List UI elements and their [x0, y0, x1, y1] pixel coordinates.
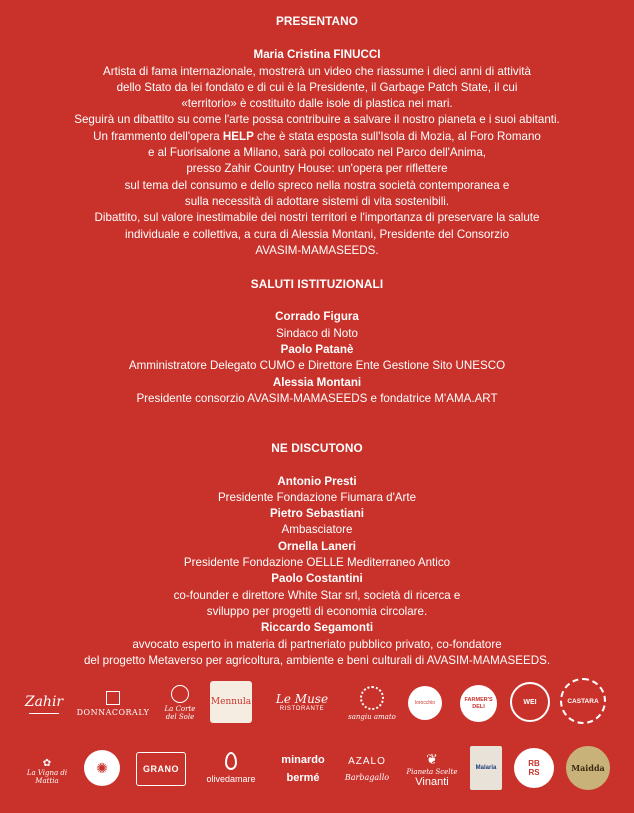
discutono-title: NE DISCUTONO [271, 441, 363, 456]
disc-role-4: co-founder e direttore White Star srl, società di ricerca e [173, 588, 461, 602]
wheat-icon: ❦ [426, 750, 438, 767]
donnacoraly-logo: DONNACORALY [74, 684, 152, 724]
desc-line-2: dello Stato da lei fondato e di cui è la Presidente, il Garbage Patch State, il cui [116, 80, 518, 94]
desc-line-10: Dibattito, sul valore inestimabile dei nostri territori e l'importanza di preservare la salute [94, 211, 540, 225]
help-pre: Un frammento dell'opera [93, 129, 223, 143]
help-post: che è stata esposta sull'Isola di Mozia, al Foro Romano [253, 129, 541, 143]
saluti-name-3: Alessia Montani [272, 375, 362, 389]
azalo-barbagallo-logo: AZALO Barbagallo [344, 756, 390, 782]
corte-del-sole-logo: La Corte del Sole [160, 678, 200, 728]
desc-line-1: Artista di fama internazionale, mostrerà un video che riassume i dieci anni di attività [103, 64, 531, 78]
malaria-logo: Malaria [470, 746, 502, 790]
minardo-berme-logo: minardo bermé [281, 754, 325, 784]
desc-line-12: AVASIM-MAMASEEDS. [255, 243, 379, 257]
disc-name-2: Pietro Sebastiani [269, 507, 365, 521]
pianeta-vinanti-logo: ❦ Pianeta Scelte Vinanti [406, 750, 458, 788]
disc-role-5: avvocato esperto in materia di partneriato pubblico privato, co-fondatore [132, 637, 502, 651]
zahir-logo: Zahir [20, 682, 68, 726]
vigna-di-mattia-logo: ✿ La Vigna di Mattia [26, 757, 68, 785]
le-muse-logo: Le Muse RISTORANTE [275, 692, 329, 712]
granoro-logo: GRANO [136, 752, 186, 786]
maidda-logo: Maidda [566, 746, 610, 790]
disc-name-4: Paolo Costantini [271, 572, 363, 586]
disc-name-3: Ornella Laneri [278, 539, 356, 553]
desc-line-6: e al Fuorisalone a Milano, sarà poi collocato nel Parco dell'Anima, [148, 146, 486, 160]
desc-line-8: sul tema del consumo e dello spreco nella nostra società contemporanea e [124, 178, 510, 192]
disc-role-4b: sviluppo per progetti di economia circolare. [206, 604, 428, 618]
saluti-role-3: Presidente consorzio AVASIM-MAMASEEDS e fondatrice M'AMA.ART [136, 391, 498, 405]
lorocchio-logo: lorocchio [408, 686, 442, 720]
disc-role-2: Ambasciatore [281, 523, 353, 537]
triskelion-icon: ✺ [96, 759, 108, 776]
wine-brand-logo: WEI [510, 682, 550, 722]
disc-role-1: Presidente Fondazione Fiumara d'Arte [217, 490, 417, 504]
presenter-name: Maria Cristina FINUCCI [253, 48, 381, 62]
desc-line-11: individuale e collettiva, a cura di Alessia Montani, Presidente del Consorzio [124, 227, 510, 241]
sponsor-logos-row-2 [0, 742, 634, 802]
triskelion-logo [84, 750, 120, 786]
desc-line-4: Seguirà un dibattito su come l'arte possa contribuire a salvare il nostro pianeta e i suoi abitanti. [74, 113, 560, 127]
desc-line-help [0, 129, 634, 145]
program-text [0, 13, 634, 669]
disc-role-3: Presidente Fondazione OELLE Mediterraneo Antico [183, 556, 451, 570]
disc-role-5b: del progetto Metaverso per agricoltura, ambiente e beni culturali di AVASIM-MAMASEEDS. [83, 653, 551, 667]
farmers-deli-logo: FARMER'S DELI [460, 685, 497, 722]
presentano-title: PRESENTANO [275, 14, 359, 28]
saluti-title: SALUTI ISTITUZIONALI [250, 277, 384, 292]
olivedamare-logo: olivedamare [198, 742, 264, 794]
sangiu-amato-logo: sangiu amato [346, 680, 398, 726]
saluti-role-1: Sindaco di Noto [276, 326, 358, 340]
desc-line-7: presso Zahir Country House: un'opera per riflettere [186, 162, 448, 176]
saluti-role-2: Amministratore Delegato CUMO e Direttore Ente Gestione Sito UNESCO [128, 359, 506, 373]
rbrs-logo: RB RS [514, 748, 554, 788]
castara-logo: CASTARA [560, 678, 606, 724]
disc-name-5: Riccardo Segamonti [260, 621, 374, 635]
help-word: HELP [222, 129, 254, 143]
desc-line-3: «territorio» è costituito dalle isole di plastica nei mari. [181, 97, 453, 111]
saluti-name-1: Corrado Figura [275, 310, 359, 324]
saluti-name-2: Paolo Patanè [280, 343, 354, 357]
mennula-logo: Mennula [210, 681, 252, 723]
desc-line-9: sulla necessità di adottare sistemi di vita sostenibili. [184, 194, 450, 208]
disc-name-1: Antonio Presti [277, 474, 357, 488]
sponsor-logos-row-1 [0, 676, 634, 736]
